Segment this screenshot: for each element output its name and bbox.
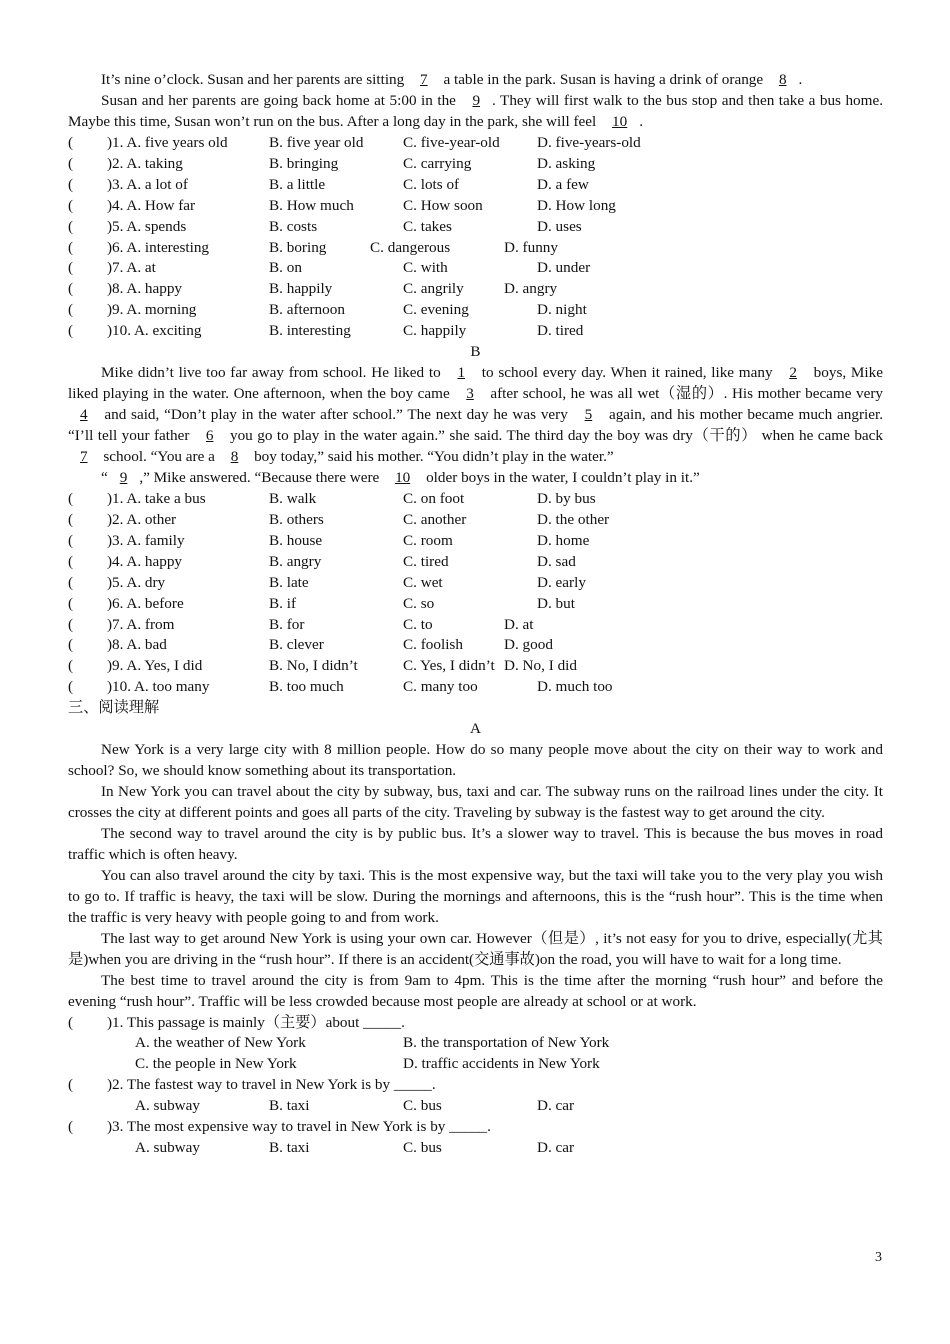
option-b[interactable]: B. for <box>269 615 305 633</box>
answer-bracket-close: ) <box>107 489 113 507</box>
answer-bracket-close: ) <box>107 301 113 319</box>
option-b[interactable]: B. house <box>269 531 323 549</box>
question-stem: 8. A. happy <box>112 280 183 298</box>
question-stem: 6. A. interesting <box>112 238 210 256</box>
answer-bracket-close: ) <box>107 238 113 256</box>
question-stem: 9. A. morning <box>112 301 197 319</box>
cloze-b-question-row <box>68 594 883 615</box>
option-b[interactable]: B. a little <box>269 175 326 193</box>
answer-bracket-close: ) <box>107 154 113 172</box>
answer-bracket[interactable]: ( <box>68 154 74 172</box>
answer-bracket[interactable]: ( <box>68 217 74 235</box>
cloze-a-paragraph: It’s nine o’clock. Susan and her parents are sitting 7 a table in the park. Susan is having a drink of orange 8 . <box>101 71 803 88</box>
answer-bracket-close: ) <box>107 615 113 633</box>
cloze-blank[interactable]: 8 <box>778 71 787 88</box>
option-b[interactable]: B. angry <box>269 552 322 570</box>
answer-bracket[interactable]: ( <box>68 280 74 298</box>
option-a[interactable]: A. subway <box>135 1139 200 1157</box>
option-d[interactable]: D. funny <box>504 238 558 256</box>
answer-bracket[interactable]: ( <box>68 1118 74 1136</box>
option-b[interactable]: B. clever <box>269 636 324 654</box>
question-stem: 2. A. taking <box>112 154 183 172</box>
option-b[interactable]: B. No, I didn’t <box>269 657 358 675</box>
question-stem: 9. A. Yes, I did <box>112 657 203 675</box>
cloze-blank[interactable]: 3 <box>466 385 474 403</box>
option-c[interactable]: C. wet <box>403 573 443 591</box>
option-d[interactable]: D. tired <box>537 322 584 340</box>
option-c[interactable]: C. tired <box>403 552 449 570</box>
option-c[interactable]: C. lots of <box>403 175 460 193</box>
answer-bracket-close: ) <box>107 1076 113 1094</box>
answer-bracket[interactable]: ( <box>68 196 74 214</box>
cloze-a-questions <box>68 133 883 342</box>
option-c[interactable]: C. How soon <box>403 196 483 214</box>
option-d[interactable]: D. five-years-old <box>537 133 641 151</box>
option-b[interactable]: B. afternoon <box>269 301 345 319</box>
answer-bracket-close: ) <box>107 510 113 528</box>
answer-bracket[interactable]: ( <box>68 1013 74 1031</box>
question-stem: 1. A. take a bus <box>112 489 206 507</box>
cloze-blank[interactable]: 10 <box>612 112 628 130</box>
cloze-blank[interactable]: 9 <box>472 91 481 109</box>
option-d[interactable]: D. night <box>537 301 587 319</box>
reading-option-row <box>68 1033 883 1054</box>
option-d[interactable]: D. the other <box>537 510 610 528</box>
option-d[interactable]: D. No, I did <box>504 657 577 675</box>
answer-bracket-close: ) <box>107 175 113 193</box>
option-b[interactable]: B. if <box>269 594 297 612</box>
answer-bracket-close: ) <box>107 636 113 654</box>
reading-option-row <box>68 1138 883 1159</box>
option-a[interactable]: A. subway <box>135 1097 200 1115</box>
reading-question-row <box>68 1117 883 1138</box>
answer-bracket[interactable]: ( <box>68 657 74 675</box>
answer-bracket[interactable]: ( <box>68 636 74 654</box>
reading-a-letter: A <box>470 720 481 738</box>
option-d[interactable]: D. uses <box>537 217 582 235</box>
worksheet-page <box>68 70 883 1159</box>
section-heading-reading: 三、阅读理解 <box>68 699 160 717</box>
answer-bracket-close: ) <box>107 531 113 549</box>
option-c[interactable]: C. carrying <box>403 154 472 172</box>
answer-bracket-close: ) <box>107 1118 113 1136</box>
question-stem: 8. A. bad <box>112 636 167 654</box>
answer-bracket-close: ) <box>107 322 113 340</box>
cloze-a-question-row <box>68 154 883 175</box>
answer-bracket[interactable]: ( <box>68 1076 74 1094</box>
option-d[interactable]: D. early <box>537 573 586 591</box>
answer-bracket-close: ) <box>107 657 113 675</box>
question-stem: 4. A. happy <box>112 552 183 570</box>
option-d[interactable]: D. car <box>537 1097 575 1115</box>
option-b[interactable]: B. happily <box>269 280 333 298</box>
option-c[interactable]: C. bus <box>403 1139 442 1157</box>
question-stem: 5. A. dry <box>112 573 166 591</box>
cloze-b-question-row <box>68 531 883 552</box>
option-b[interactable]: B. walk <box>269 489 317 507</box>
option-d[interactable]: D. but <box>537 594 575 612</box>
option-c[interactable]: C. takes <box>403 217 452 235</box>
reading-paragraph: You can also travel around the city by taxi. This is the most expensive way, but the taxi will take you to the very play you wish to go to. If traffic is heavy, the taxi will be slow. During the mornings and afternoons, this is the “rush hour”. This is the time when the traffic is very heavy with people going to and from work. <box>68 866 883 926</box>
option-d[interactable]: D. good <box>504 636 553 654</box>
cloze-a-question-row <box>68 175 883 196</box>
option-b[interactable]: B. the transportation of New York <box>403 1034 610 1052</box>
cloze-blank[interactable]: 7 <box>80 447 88 465</box>
option-d[interactable]: D. much too <box>537 678 613 696</box>
option-c[interactable]: C. happily <box>403 322 467 340</box>
question-stem: 3. A. family <box>112 531 185 549</box>
option-c[interactable]: C. dangerous <box>370 238 451 256</box>
page-number: 3 <box>875 1250 882 1265</box>
passage-cloze-b <box>68 363 883 489</box>
option-b[interactable]: B. five year old <box>269 133 364 151</box>
passage-cloze-a <box>68 70 883 133</box>
option-c[interactable]: C. bus <box>403 1097 442 1115</box>
option-c[interactable]: C. angrily <box>403 280 464 298</box>
answer-bracket[interactable]: ( <box>68 615 74 633</box>
cloze-a-question-row <box>68 217 883 238</box>
answer-bracket[interactable]: ( <box>68 238 74 256</box>
option-d[interactable]: D. asking <box>537 154 596 172</box>
cloze-a-question-row <box>68 279 883 300</box>
option-c[interactable]: C. room <box>403 531 453 549</box>
question-stem: 10. A. too many <box>112 678 210 696</box>
answer-bracket[interactable]: ( <box>68 489 74 507</box>
option-b[interactable]: B. bringing <box>269 154 339 172</box>
cloze-b-paragraph: “ 9 ,” Mike answered. “Because there were 10 older boys in the water, I couldn’t play in it.” <box>101 468 700 486</box>
option-b[interactable]: B. interesting <box>269 322 351 340</box>
cloze-b-paragraph: Mike didn’t live too far away from school. He liked to 1 to school every day. When it rained, like many 2 boys, Mike liked playing in the water. One afternoon, when the boy came 3 after school, he was all wet（湿的）. His mother became very 4 and said, “Don’t play in the water after school.” The next day he was very 5 again, and his mother became much angrier. “I’ll tell your father 6 you go to play in the water again.” she said. The third day the boy was dry（干的） when he came back 7 school. “You are a 8 boy today,” said his mother. “You didn’t play in the water.” <box>68 364 883 465</box>
question-stem: 7. A. from <box>112 615 175 633</box>
cloze-a-question-row <box>68 300 883 321</box>
option-d[interactable]: D. at <box>504 615 534 633</box>
section-b-letter: B <box>470 343 481 361</box>
cloze-blank[interactable]: 1 <box>457 364 466 382</box>
option-d[interactable]: D. home <box>537 531 590 549</box>
option-c[interactable]: C. to <box>403 615 433 633</box>
answer-bracket[interactable]: ( <box>68 678 74 696</box>
option-b[interactable]: B. taxi <box>269 1097 310 1115</box>
cloze-b-question-row <box>68 677 883 698</box>
cloze-b-question-row <box>68 615 883 636</box>
question-stem: 2. A. other <box>112 510 177 528</box>
answer-bracket[interactable]: ( <box>68 301 74 319</box>
answer-bracket[interactable]: ( <box>68 594 74 612</box>
option-b[interactable]: B. How much <box>269 196 354 214</box>
answer-bracket-close: ) <box>107 552 113 570</box>
reading-paragraph: The best time to travel around the city is from 9am to 4pm. This is the time after the morning “rush hour” and before the evening “rush hour”. Traffic will be less crowded because most people are already at school or at work. <box>68 971 883 1010</box>
reading-paragraph: The second way to travel around the city is by public bus. It’s a slower way to travel. This is because the bus moves in road traffic which is often heavy. <box>68 824 883 863</box>
cloze-a-question-row <box>68 321 883 342</box>
answer-bracket-close: ) <box>107 217 113 235</box>
option-c[interactable]: C. evening <box>403 301 469 319</box>
option-d[interactable]: D. under <box>537 259 591 277</box>
answer-bracket-close: ) <box>107 259 113 277</box>
cloze-b-question-row <box>68 510 883 531</box>
option-c[interactable]: C. many too <box>403 678 478 696</box>
answer-bracket[interactable]: ( <box>68 510 74 528</box>
option-c[interactable]: C. with <box>403 259 448 277</box>
option-d[interactable]: D. a few <box>537 175 589 193</box>
question-stem: 6. A. before <box>112 594 184 612</box>
option-d[interactable]: D. sad <box>537 552 576 570</box>
cloze-b-question-row <box>68 573 883 594</box>
cloze-blank[interactable]: 4 <box>80 406 88 424</box>
option-d[interactable]: D. angry <box>504 280 558 298</box>
option-d[interactable]: D. car <box>537 1139 575 1157</box>
cloze-b-question-row <box>68 635 883 656</box>
option-c[interactable]: C. Yes, I didn’t <box>403 657 495 675</box>
reading-option-row <box>68 1096 883 1117</box>
reading-paragraph: The last way to get around New York is using your own car. However（但是）, it’s not easy for you to drive, especially(尤其是)when you are driving in the “rush hour”. If there is an accident(交通事故)on the road, you will have to wait for a long time. <box>68 929 883 968</box>
cloze-b-question-row <box>68 489 883 510</box>
answer-bracket-close: ) <box>107 1013 113 1031</box>
option-c[interactable]: C. five-year-old <box>403 133 500 151</box>
cloze-b-question-row <box>68 552 883 573</box>
cloze-a-question-row <box>68 196 883 217</box>
cloze-blank[interactable]: 6 <box>205 427 214 445</box>
question-stem: 3. The most expensive way to travel in New York is by _____. <box>112 1118 491 1136</box>
reading-question-row <box>68 1075 883 1096</box>
option-c[interactable]: C. on foot <box>403 489 465 507</box>
option-d[interactable]: D. by bus <box>537 489 596 507</box>
answer-bracket-close: ) <box>107 594 113 612</box>
answer-bracket-close: ) <box>107 133 113 151</box>
answer-bracket[interactable]: ( <box>68 259 74 277</box>
question-stem: 4. A. How far <box>112 196 196 214</box>
option-d[interactable]: D. traffic accidents in New York <box>403 1055 600 1073</box>
answer-bracket[interactable]: ( <box>68 531 74 549</box>
option-b[interactable]: B. boring <box>269 238 327 256</box>
cloze-a-paragraph: Susan and her parents are going back home at 5:00 in the 9 . They will first walk to the bus stop and then take a bus home. Maybe this time, Susan won’t run on the bus. After a long day in the park, she will feel 10 . <box>68 91 884 130</box>
answer-bracket[interactable]: ( <box>68 175 74 193</box>
answer-bracket-close: ) <box>107 280 113 298</box>
cloze-a-question-row <box>68 238 883 259</box>
answer-bracket[interactable]: ( <box>68 322 74 340</box>
option-b[interactable]: B. on <box>269 259 302 277</box>
option-b[interactable]: B. others <box>269 510 324 528</box>
answer-bracket[interactable]: ( <box>68 573 74 591</box>
cloze-a-question-row <box>68 133 883 154</box>
answer-bracket-close: ) <box>107 573 113 591</box>
cloze-a-question-row <box>68 258 883 279</box>
question-stem: 10. A. exciting <box>112 322 202 340</box>
reading-paragraph: New York is a very large city with 8 million people. How do so many people move about the city on their way to work and school? So, we should know something about its transportation. <box>68 741 883 780</box>
option-d[interactable]: D. How long <box>537 196 616 214</box>
cloze-b-questions <box>68 489 883 698</box>
cloze-blank[interactable]: 8 <box>230 447 239 465</box>
option-b[interactable]: B. costs <box>269 217 318 235</box>
answer-bracket-close: ) <box>107 196 113 214</box>
option-b[interactable]: B. late <box>269 573 309 591</box>
cloze-blank[interactable]: 10 <box>395 468 411 486</box>
cloze-blank[interactable]: 5 <box>584 406 593 424</box>
question-stem: 1. A. five years old <box>112 133 228 151</box>
cloze-blank[interactable]: 2 <box>789 364 797 382</box>
answer-bracket[interactable]: ( <box>68 552 74 570</box>
question-stem: 1. This passage is mainly（主要）about _____. <box>112 1013 405 1031</box>
passage-reading-a <box>68 740 883 1012</box>
answer-bracket[interactable]: ( <box>68 133 74 151</box>
question-stem: 3. A. a lot of <box>112 175 188 193</box>
question-stem: 5. A. spends <box>112 217 187 235</box>
answer-bracket-close: ) <box>107 678 113 696</box>
option-c[interactable]: C. another <box>403 510 467 528</box>
reading-option-row <box>68 1054 883 1075</box>
cloze-blank[interactable]: 7 <box>420 71 428 88</box>
question-stem: 7. A. at <box>112 259 156 277</box>
option-c[interactable]: C. foolish <box>403 636 463 654</box>
option-b[interactable]: B. too much <box>269 678 344 696</box>
option-b[interactable]: B. taxi <box>269 1139 310 1157</box>
reading-a-questions <box>68 1013 883 1160</box>
reading-question-row <box>68 1013 883 1034</box>
option-a[interactable]: A. the weather of New York <box>135 1034 306 1052</box>
option-c[interactable]: C. the people in New York <box>135 1055 297 1073</box>
question-stem: 2. The fastest way to travel in New York is by _____. <box>112 1076 436 1094</box>
reading-paragraph: In New York you can travel about the city by subway, bus, taxi and car. The subway runs on the railroad lines under the city. It crosses the city at different points and goes all parts of the city. Traveling by subway is the fastest way to get around the city. <box>68 783 883 821</box>
option-c[interactable]: C. so <box>403 594 435 612</box>
cloze-b-question-row <box>68 656 883 677</box>
cloze-blank[interactable]: 9 <box>119 468 128 486</box>
